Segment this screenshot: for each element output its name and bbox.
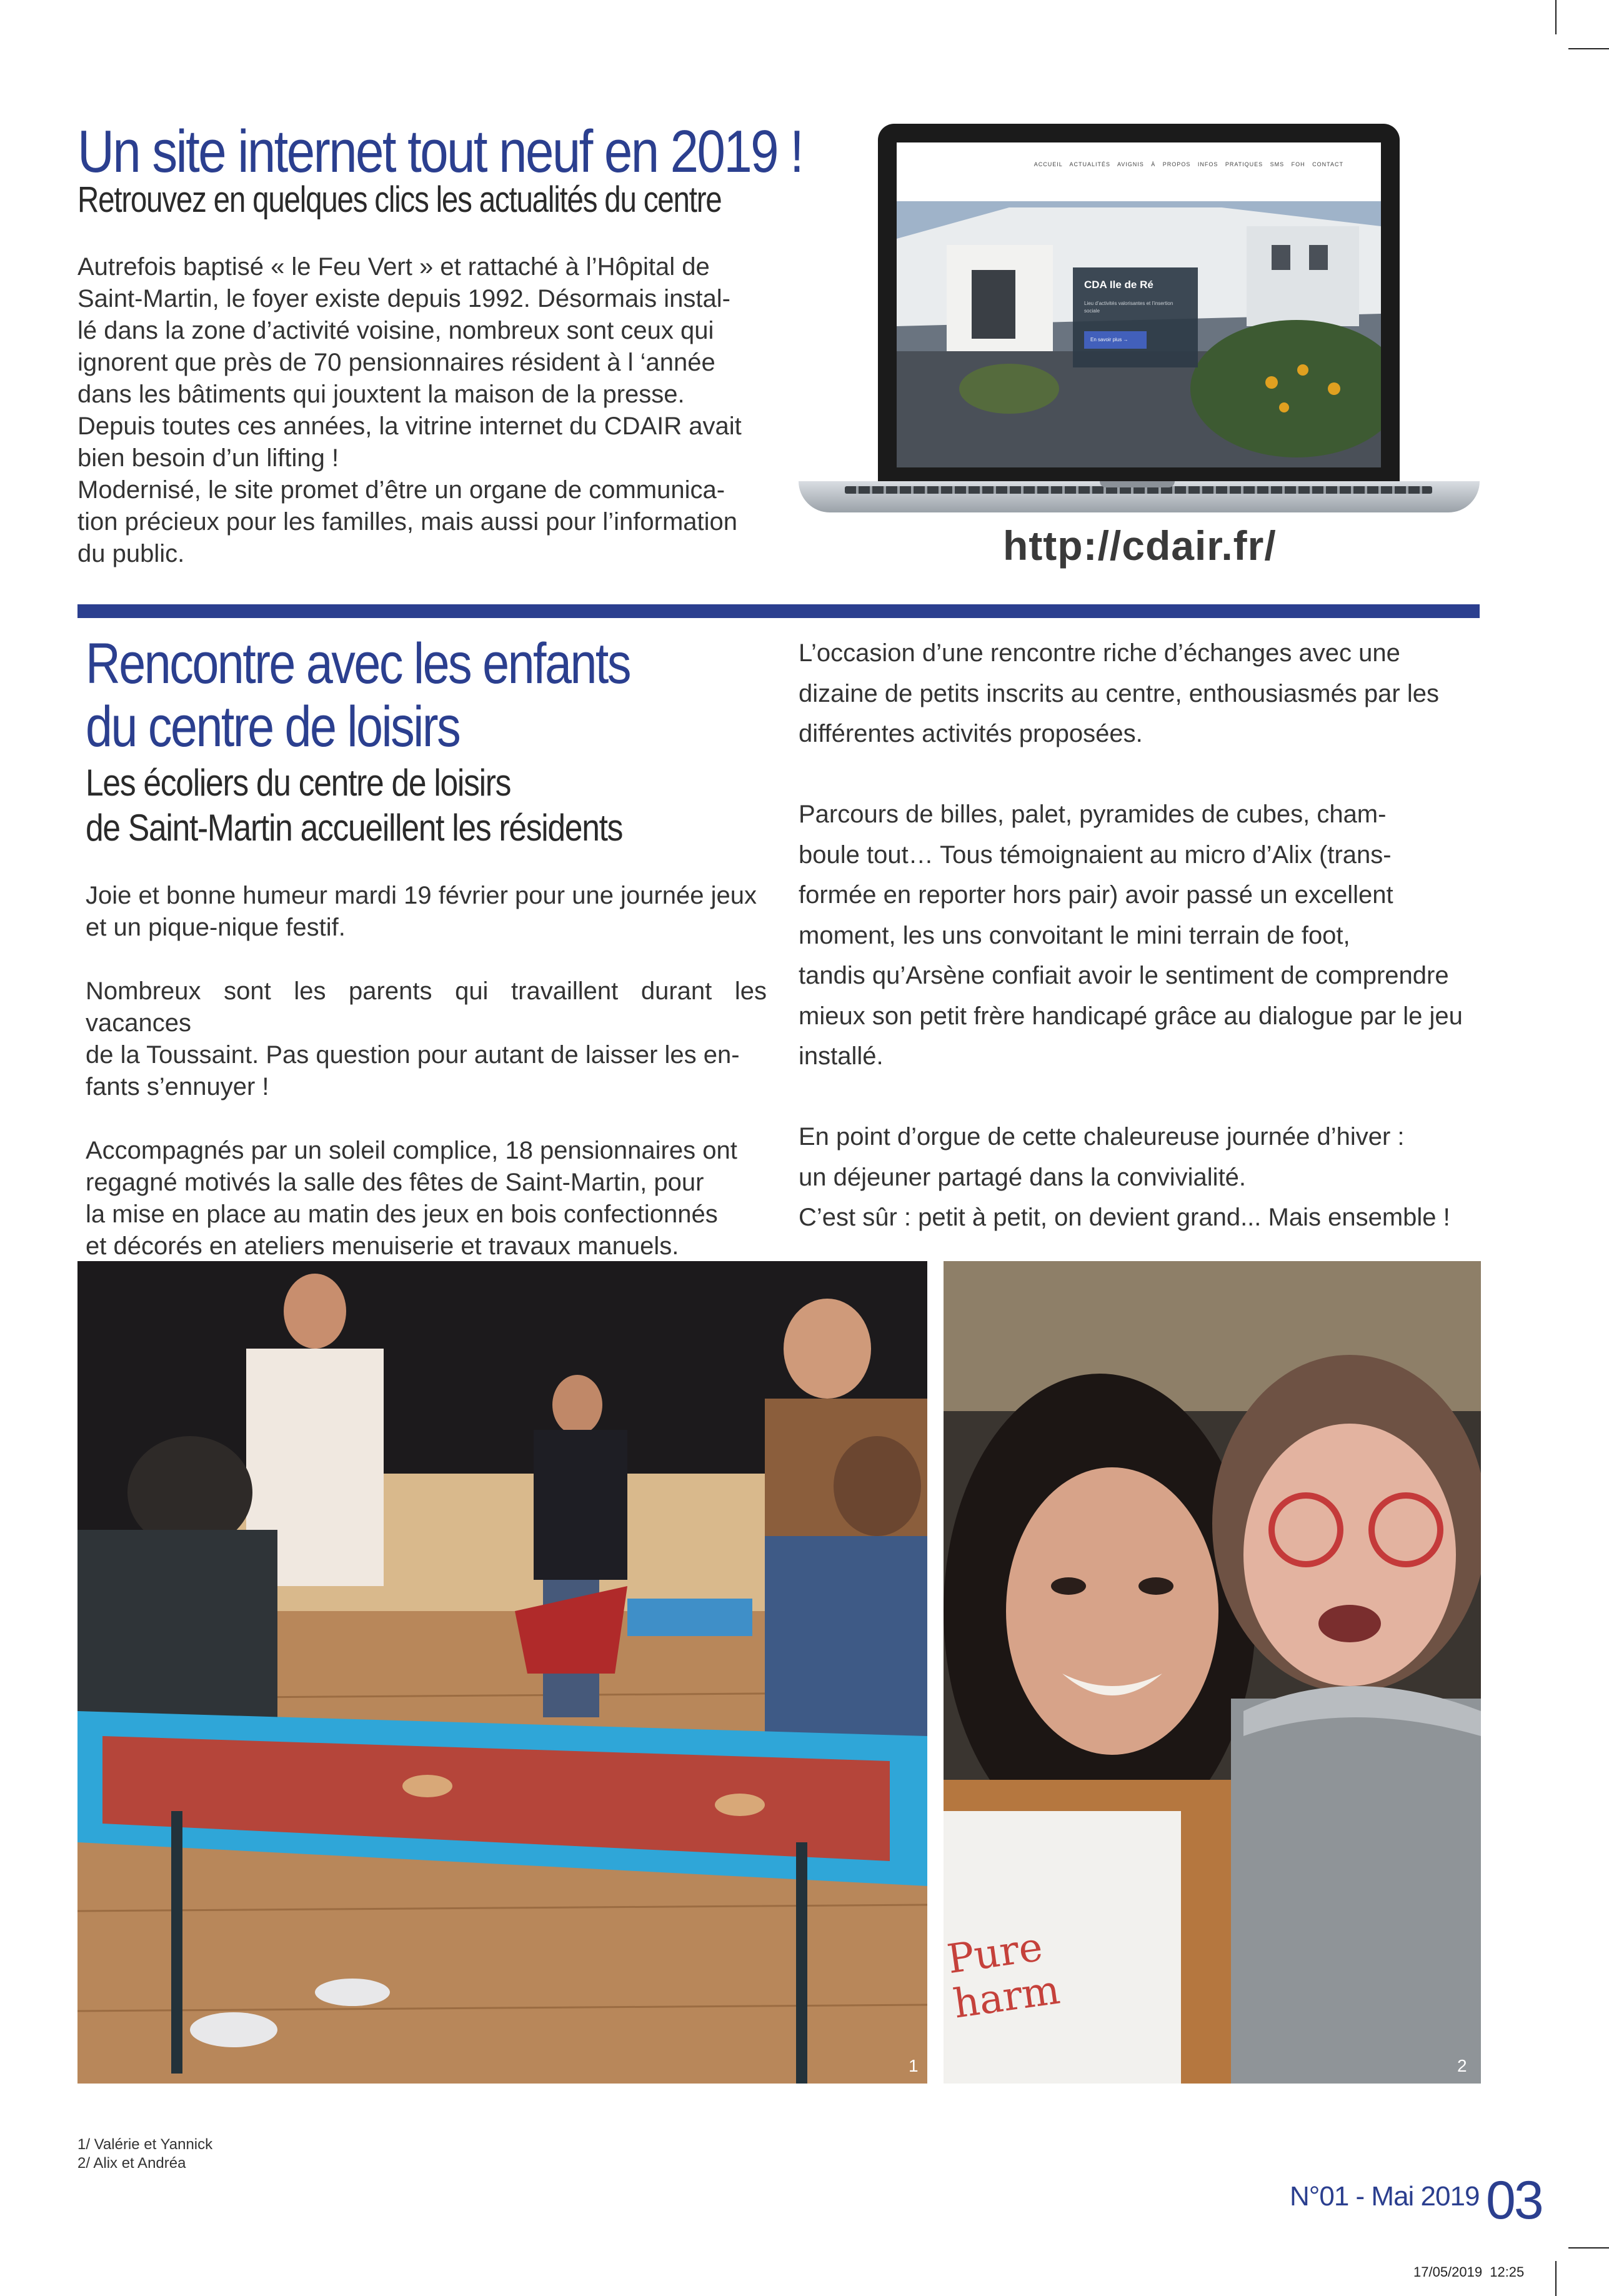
right-line: tandis qu’Arsène confiait avoir le sentiment de comprendre: [799, 962, 1449, 989]
photo1-number: 1: [909, 2056, 919, 2075]
website-card-button: En savoir plus →: [1084, 331, 1147, 349]
section1-line: Saint-Martin, le foyer existe depuis 1992. Désormais instal-: [77, 285, 730, 312]
laptop-notch: [1100, 481, 1175, 487]
section2-title-line2: du centre de loisirs: [86, 695, 460, 759]
section1-line: lé dans la zone d’activité voisine, nombreux sont ceux qui: [77, 317, 714, 344]
right-line: un déjeuner partagé dans la convivialité.: [799, 1163, 1247, 1191]
section2-title-line1: Rencontre avec les enfants: [86, 632, 630, 696]
website-nav-items: ACCUEIL ACTUALITÉS AVIGNIS À PROPOS INFOS PRATIQUES SMS FOH CONTACT: [1034, 161, 1343, 167]
website-card-text: Lieu d’activités valorisantes et l’insertion sociale: [1084, 301, 1173, 314]
left-line: Joie et bonne humeur mardi 19 février pour une journée jeux: [86, 882, 757, 909]
left-line: et un pique-nique festif.: [86, 914, 346, 941]
section2-right-column: [799, 633, 1480, 1238]
right-line: Parcours de billes, palet, pyramides de cubes, cham-: [799, 801, 1387, 828]
print-timestamp: 17/05/2019 12:25: [1413, 2264, 1525, 2280]
left-line: la mise en place au matin des jeux en bois confectionnés: [86, 1200, 718, 1228]
crop-mark-bottom-vertical: [1555, 2261, 1557, 2296]
right-line: L’occasion d’une rencontre riche d’échanges avec une: [799, 639, 1400, 667]
section2-subtitle-line2: de Saint-Martin accueillent les résidents: [86, 807, 623, 849]
section-divider: [77, 604, 1480, 618]
photo2-number: 2: [1457, 2056, 1467, 2075]
right-line: installé.: [799, 1042, 884, 1070]
website-card-title: CDA Ile de Ré: [1084, 279, 1153, 291]
section1-line: Autrefois baptisé « le Feu Vert » et rattaché à l’Hôpital de: [77, 253, 710, 281]
page-number: 03: [1486, 2170, 1542, 2230]
left-line: et décorés en ateliers menuiserie et travaux manuels.: [86, 1232, 679, 1260]
crop-mark-top-horizontal: [1568, 48, 1609, 49]
right-line: moment, les uns convoitant le mini terrain de foot,: [799, 921, 1350, 949]
shirt-text: Pure harm: [944, 1924, 1063, 2028]
left-line: fants s’ennuyer !: [86, 1073, 269, 1101]
section1-line: du public.: [77, 540, 185, 567]
section1-line: dans les bâtiments qui jouxtent la maison de la presse.: [77, 381, 685, 408]
left-line: de la Toussaint. Pas question pour autant de laisser les en-: [86, 1041, 740, 1069]
website-screenshot: [897, 142, 1381, 467]
website-hero-card: [1073, 267, 1198, 367]
photo-table-game-image: [77, 1261, 927, 2084]
left-line: Nombreux sont les parents qui travaillent durant les vacances: [86, 977, 767, 1037]
section1-line: bien besoin d’un lifting !: [77, 444, 339, 472]
right-line: En point d’orgue de cette chaleureuse journée d’hiver :: [799, 1123, 1405, 1150]
crop-mark-top-vertical: [1555, 0, 1557, 34]
photo-table-game: [77, 1261, 927, 2084]
photo-selfie: [944, 1261, 1481, 2084]
crop-mark-bottom-horizontal: [1568, 2247, 1609, 2249]
right-line: formée en reporter hors pair) avoir passé un excellent: [799, 881, 1393, 909]
section1-line: tion précieux pour les familles, mais aussi pour l’information: [77, 508, 738, 536]
section1-line: ignorent que près de 70 pensionnaires résident à l ‘année: [77, 349, 715, 376]
section1-title: Un site internet tout neuf en 2019 !: [77, 118, 803, 185]
section1-line: Depuis toutes ces années, la vitrine internet du CDAIR avait: [77, 412, 742, 440]
section2-left-column: [86, 880, 767, 1262]
section2-subtitle-line1: Les écoliers du centre de loisirs: [86, 762, 511, 804]
right-line: mieux son petit frère handicapé grâce au dialogue par le jeu: [799, 1002, 1463, 1030]
right-line: C’est sûr : petit à petit, on devient grand... Mais ensemble !: [799, 1204, 1450, 1231]
right-line: différentes activités proposées.: [799, 720, 1143, 747]
left-line: Accompagnés par un soleil complice, 18 pensionnaires ont: [86, 1137, 737, 1164]
right-line: dizaine de petits inscrits au centre, enthousiasmés par les: [799, 679, 1439, 707]
right-line: boule tout… Tous témoignaient au micro d’Alix (trans-: [799, 841, 1392, 869]
section1-subtitle: Retrouvez en quelques clics les actualités du centre: [77, 179, 722, 220]
photo-caption-2: 2/ Alix et Andréa: [77, 2155, 186, 2172]
section1-body: [77, 251, 760, 570]
website-nav-bar: [897, 142, 1381, 201]
section1-line: Modernisé, le site promet d’être un organe de communica-: [77, 476, 725, 504]
website-url: http://cdair.fr/: [1003, 522, 1277, 569]
issue-label: N°01 - Mai 2019: [1290, 2181, 1480, 2212]
photo-caption-1: 1/ Valérie et Yannick: [77, 2136, 213, 2153]
left-line: regagné motivés la salle des fêtes de Saint-Martin, pour: [86, 1169, 704, 1196]
